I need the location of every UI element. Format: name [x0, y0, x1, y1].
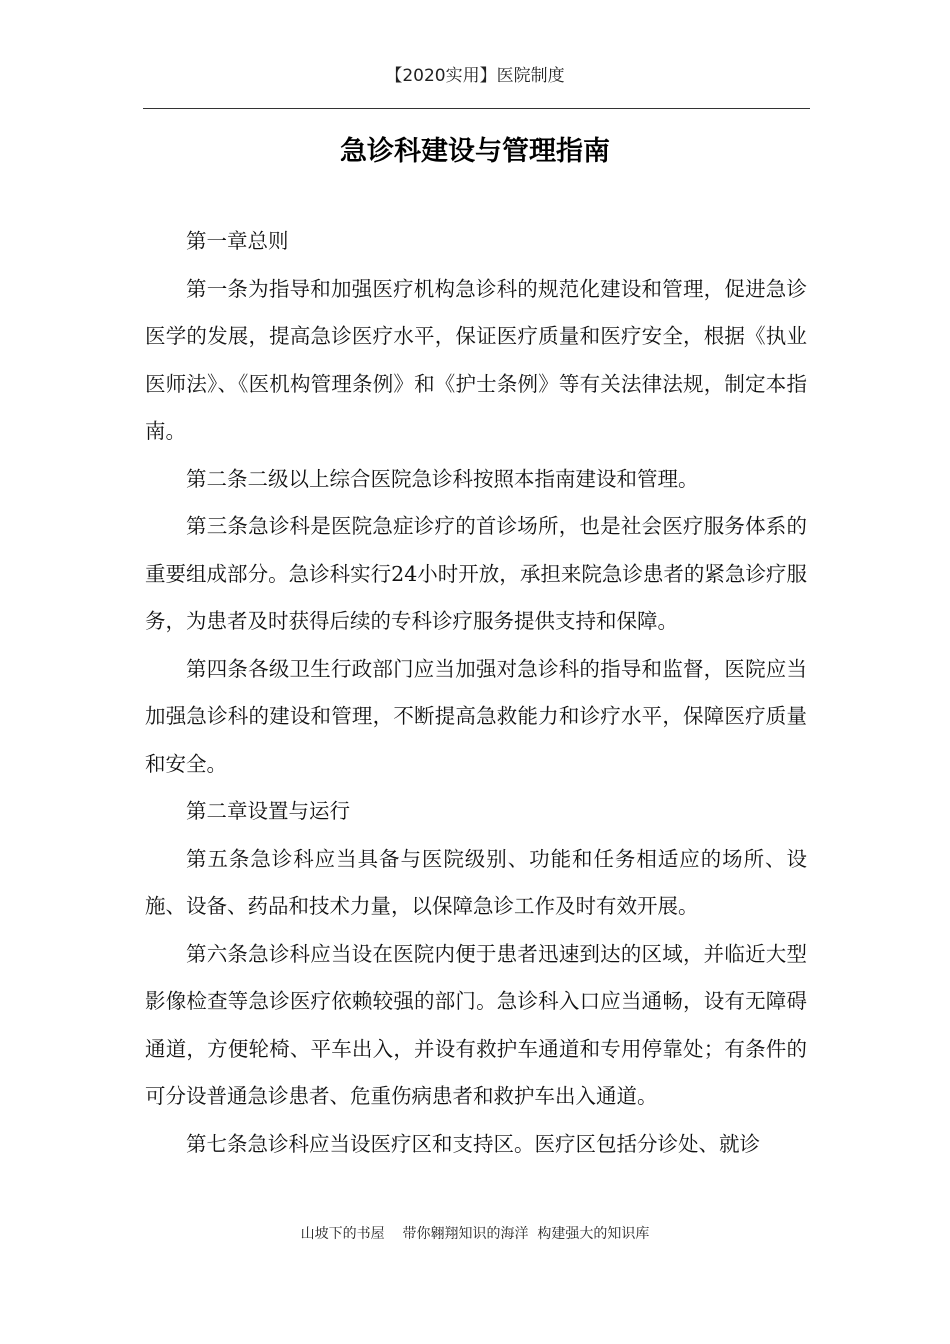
article-paragraph: 第四条各级卫生行政部门应当加强对急诊科的指导和监督，医院应当加强急诊科的建设和管理，不断提高急救能力和诊疗水平，保障医疗质量和安全。 — [145, 656, 807, 776]
article-paragraph: 第五条急诊科应当具备与医院级别、功能和任务相适应的场所、设施、设备、药品和技术力量，以保障急诊工作及时有效开展。 — [145, 846, 807, 918]
article-paragraph: 第一条为指导和加强医疗机构急诊科的规范化建设和管理，促进急诊医学的发展，提高急诊医疗水平，保证医疗质量和医疗安全，根据《执业医师法》、《医机构管理条例》和《护士条例》等有关法律法规，制定本指南。 — [145, 276, 807, 443]
article-paragraph: 第六条急诊科应当设在医院内便于患者迅速到达的区域，并临近大型影像检查等急诊医疗依赖较强的部门。急诊科入口应当通畅，设有无障碍通道，方便轮椅、平车出入，并设有救护车通道和专用停靠处；有条件的可分设普通急诊患者、危重伤病患者和救护车出入通道。 — [145, 941, 807, 1108]
article-paragraph: 第二条二级以上综合医院急诊科按照本指南建设和管理。 — [186, 466, 699, 491]
document-title: 急诊科建设与管理指南 — [340, 136, 610, 167]
chapter-heading: 第二章设置与运行 — [186, 799, 350, 823]
page-footer: 山坡下的书屋 带你翱翔知识的海洋 构建强大的知识库 — [300, 1226, 650, 1242]
article-paragraph: 第三条急诊科是医院急症诊疗的首诊场所，也是社会医疗服务体系的重要组成部分。急诊科实行24小时开放，承担来院急诊患者的紧急诊疗服务，为患者及时获得后续的专科诊疗服务提供支持和保障。 — [145, 514, 807, 633]
chapter-heading: 第一章总则 — [186, 229, 289, 253]
page-header: 【2020实用】医院制度 — [385, 66, 565, 86]
header-divider — [143, 108, 810, 109]
article-paragraph: 第七条急诊科应当设医疗区和支持区。医疗区包括分诊处、就诊 — [186, 1131, 760, 1156]
document-body — [145, 218, 807, 1168]
